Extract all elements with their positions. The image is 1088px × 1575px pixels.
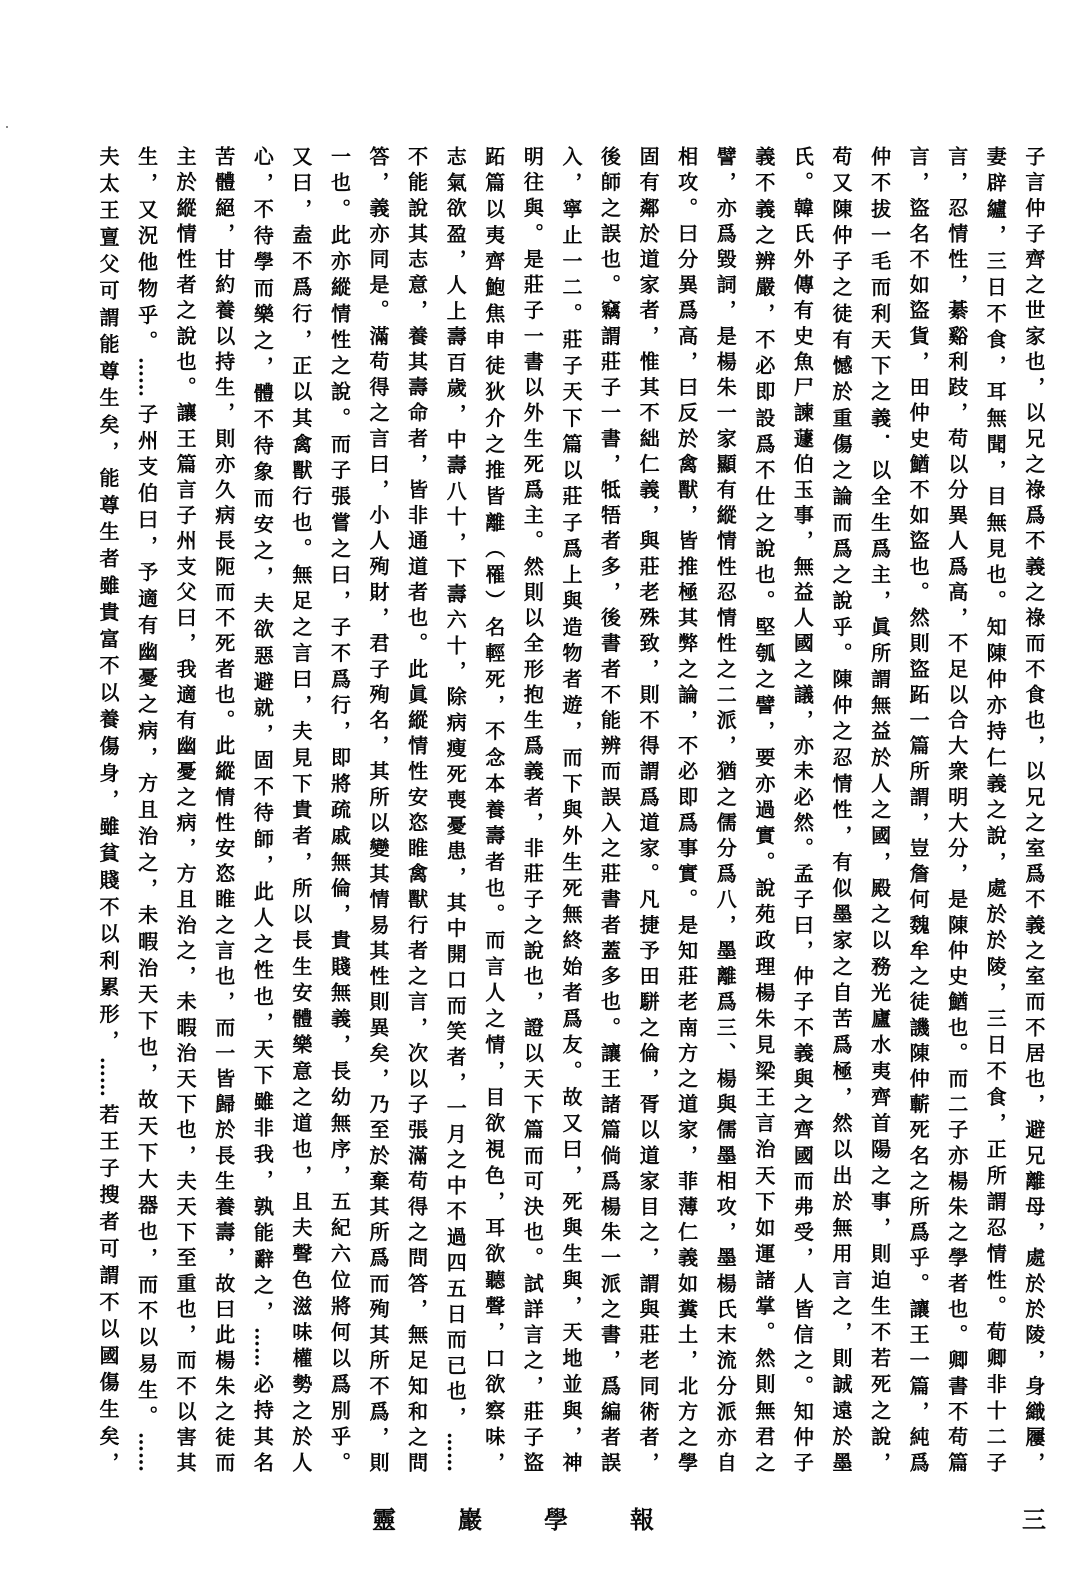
text-column-23: 主於縱情性者之說也。讓王篇言子州支父曰，我適有幽憂之病，方且治之，未暇治天下也，夫天下至重也，而不以害其: [173, 146, 198, 1472]
text-column-5: 仲不拔一毛而利天下之義．以全生爲主，眞所謂無益於人之國，殿之以務光廬水夷齊首陽之事，則迫生不若死之說，: [867, 146, 892, 1472]
text-column-19: 一也。此亦縱情性之說。而子張嘗之曰，子不爲行，即將疏戚無倫，貴賤無義，長幼無序，五紀六位將何以爲別乎。: [327, 146, 352, 1472]
text-column-11: 固有鄰於道家者，惟其不絀仁義，與莊老殊致，則不得謂爲道家。凡捷予田駢之倫，胥以道家目之，謂與莊老同術者，: [636, 146, 661, 1472]
text-column-15: 跖篇以夷齊鮑焦申徒狄介之推皆離（罹）名輕死，不念本養壽者也。而言人之情，目欲視色，耳欲聽聲，口欲察味，: [481, 146, 506, 1472]
vertical-text-body: [90, 146, 1052, 1472]
page-number: 三: [1022, 1505, 1046, 1534]
text-column-6: 苟又陳仲子之徒有憾於重傷之論而爲之說乎。陳仲之忍情性，有似墨家之自苦爲極，然以出於無用言之，則誠遠於墨: [828, 146, 853, 1472]
text-column-14: 明往與。是莊子一書以外生死爲主。然則以全形抱生爲義者，非莊子之說也，證以天下篇而可決也。試詳言之，莊子盜: [520, 146, 545, 1472]
text-column-8: 義不義之辨嚴，不必即設爲不仕之說也。堅瓠之譬，要亦過實。說苑政理楊朱見梁王言治天下如運諸掌。然則無君之: [751, 146, 776, 1472]
text-column-13: 入，寧止一二。莊子天下篇以莊子爲上與造物者遊，而下與外生死無終始者爲友。故又曰，死與生與，天地並與，神: [558, 146, 583, 1472]
journal-title: 靈巖學報: [372, 1505, 716, 1534]
text-column-25: 夫太王亶父可謂能尊生矣，能尊生者雖貴富不以養傷身，雖貧賤不以利累形，……若王子搜者可謂不以國傷生矣，: [96, 146, 120, 1472]
text-column-10: 相攻。曰分異爲高，曰反於禽獸，皆推極其弊之論，不必即爲事實。是知莊老南方之道家，菲薄仁義如糞土，北方之學: [674, 146, 699, 1472]
text-column-20: 又曰，盍不爲行，正以其禽獸行也。無足之言曰，夫見下貴者，所以長生安體樂意之道也，且夫聲色滋味權勢之於人: [288, 146, 313, 1472]
text-column-2: 妻辟纑，三日不食，耳無聞，目無見也。知陳仲亦持仁義之說，處於於陵，三日不食，正所謂忍情性。荀卿非十二子: [983, 146, 1008, 1472]
text-column-7: 氏。韓氏外傳有史魚尸諫蘧伯玉事，無益人國之議，亦未必然。孟子曰，仲子不義與之齊國而弗受，人皆信之。知仲子: [790, 146, 815, 1472]
text-column-18: 答，義亦同是。滿苟得之言曰，小人殉財，君子殉名，其所以變其情易其性則異矣，乃至於棄其所爲而殉其所不爲，則: [366, 146, 391, 1472]
text-column-16: 志氣欲盈，人上壽百歲，中壽八十，下壽六十，除病瘦死喪憂患，其中開口而笑者，一月之中不過四五日而已也，……: [443, 146, 468, 1472]
text-column-1: 子言仲子齊之世家也，以兄之祿爲不義之祿而不食也，以兄之室爲不義之室而不居也，避兄離母，處於於陵，身織屨，: [1021, 146, 1046, 1472]
text-column-12: 後師之誤也。竊謂莊子一書，牴牾者多，後書者不能辨而誤入之莊書者蓋多也。讓王諸篇倘爲楊朱一派之書，爲編者誤: [597, 146, 622, 1472]
text-column-3: 言，忍情性，綦谿利跂，苟以分異人爲高，不足以合大衆明大分，是陳仲史鰌也。而二子亦楊朱之學者也。卿書不苟篇: [944, 146, 969, 1472]
text-column-24: 生，又況他物乎。……子州支伯曰，予適有幽憂之病，方且治之，未暇治天下也，故天下大器也，而不以易生。……: [134, 146, 159, 1472]
scan-speck: [6, 126, 8, 128]
text-column-22: 苦體絕，甘約養以持生，則亦久病長阨而不死者也。此縱情性安恣睢之言也，而一皆歸於長生養壽，故曰此楊朱之徒而: [211, 146, 236, 1472]
text-column-4: 言，盜名不如盜貨，田仲史鰌不如盜也。然則盜跖一篇所謂，豈詹何魏牟之徒譏陳仲蘄死名之所爲乎。讓王一篇，純爲: [906, 146, 931, 1472]
text-column-17: 不能說其志意，養其壽命者，皆非通道者也。此眞縱情性安恣睢禽獸行者之言，次以子張滿苟得之問答，無足知和之問: [404, 146, 429, 1472]
text-column-21: 心，不待學而樂之，體不待象而安之，夫欲惡避就，固不待師，此人之性也，天下雖非我，孰能辭之，……必持其名: [250, 146, 275, 1472]
page-footer: [0, 1500, 1088, 1540]
text-column-9: 譬，亦爲毀詞，是楊朱一家顯有縱情性忍情性之二派，猶之儒分爲八，墨離爲三、楊與儒墨相攻，墨楊氏末流分派亦自: [713, 146, 738, 1472]
